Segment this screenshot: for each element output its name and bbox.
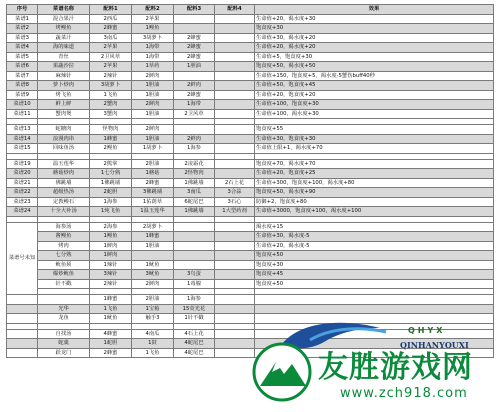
table-cell (174, 251, 215, 261)
table-cell: 菜谱24 (7, 207, 38, 217)
table-cell: 菜谱15 (7, 144, 38, 154)
table-cell: 生命值+150，饱食度+5，渴水度-5蟹伤buff40秒 (255, 71, 494, 81)
table-cell: 生命值+20，渴水度-5 (255, 241, 494, 251)
column-header: 菜谱名称 (38, 5, 90, 15)
table-cell (215, 33, 255, 43)
table-cell: 2蟹肉 (90, 100, 132, 110)
table-cell: 萝卜炒肉 (38, 81, 90, 91)
table-cell: 蛇糖肉 (38, 125, 90, 135)
table-cell (215, 279, 255, 289)
table-cell (215, 81, 255, 91)
table-row (7, 134, 494, 144)
table-cell: 2蜂蜜 (174, 52, 215, 62)
table-cell: 3胡萝卜 (132, 33, 174, 43)
table-cell (215, 62, 255, 72)
table-cell (255, 348, 494, 358)
table-cell: 3佛跳墙 (132, 188, 174, 198)
table-cell (38, 295, 90, 305)
table-cell: 1飞鱼 (90, 304, 132, 314)
table-cell: 2辣针 (90, 71, 132, 81)
table-cell: 2蜂蜜 (174, 43, 215, 53)
table-cell: 3鱿鱼 (132, 270, 174, 280)
table-cell (215, 100, 255, 110)
table-cell: 4石上花 (174, 329, 215, 339)
table-cell: 生命值+300，饱食度+100，渴水度+80 (255, 178, 494, 188)
table-cell (215, 348, 255, 358)
table-cell: 生命值+100，饱食度+30 (255, 100, 494, 110)
table-cell: 生命值+50，饱食度+45 (255, 81, 494, 91)
table-row (7, 52, 494, 62)
table-cell: 菜谱1 (7, 14, 38, 24)
table-cell: 菜谱3 (7, 33, 38, 43)
table-row (7, 43, 494, 53)
table-cell (215, 304, 255, 314)
table-cell (174, 232, 215, 242)
table-cell (255, 314, 494, 324)
table-cell: 2蜂蜜 (174, 90, 215, 100)
table-cell: 1佛跳墙 (174, 207, 215, 217)
table-cell (7, 295, 38, 305)
table-cell: 海的味道 (38, 43, 90, 53)
table-cell: 自找汤 (38, 329, 90, 339)
table-row (7, 260, 494, 270)
table-row (7, 178, 494, 188)
table-cell: 生命值+20，饱食度+20 (255, 90, 494, 100)
table-cell: 菜谱6 (7, 62, 38, 72)
table-cell: 2蜂蜜 (90, 348, 132, 358)
table-cell (215, 43, 255, 53)
table-cell: 生命值+20，渴水度+20 (255, 43, 494, 53)
table-cell: 1草药 (132, 62, 174, 72)
table-row (7, 314, 494, 324)
table-cell: 菜谱22 (7, 188, 38, 198)
table-cell: 2苹果 (90, 62, 132, 72)
table-cell: 蘑菇炒肉 (38, 169, 90, 179)
table-row (7, 159, 494, 169)
table-cell (174, 125, 215, 135)
table-cell: 生命值+30，饱食度+30 (255, 134, 494, 144)
table-cell (7, 329, 38, 339)
table-cell: 3胡萝卜 (90, 81, 132, 91)
table-cell: 回味鱼汤 (38, 144, 90, 154)
table-cell: 1海参 (90, 197, 132, 207)
table-cell (7, 348, 38, 358)
table-cell: 1蜂蜜 (90, 134, 132, 144)
table-cell: 1温玉莲华 (132, 207, 174, 217)
table-cell: 龙鱼 (38, 314, 90, 324)
table-cell: 2石上花 (215, 178, 255, 188)
table-cell: 1海带 (132, 52, 174, 62)
table-cell: 2凌霜花 (174, 159, 215, 169)
table-row (7, 207, 494, 217)
column-header: 序号 (7, 5, 38, 15)
table-cell (215, 241, 255, 251)
table-cell: 菜谱4 (7, 43, 38, 53)
table-cell (215, 169, 255, 179)
table-cell (215, 90, 255, 100)
table-cell: 菜谱5 (7, 52, 38, 62)
table-row (7, 329, 494, 339)
table-cell (215, 270, 255, 280)
table-cell: 麻辣针 (38, 71, 90, 81)
table-row (7, 339, 494, 349)
table-cell: 1飞鱼 (132, 348, 174, 358)
table-cell: 1鼓 (132, 339, 174, 349)
table-cell: 鲜上鲜 (38, 100, 90, 110)
table-cell: 2鲜肉 (174, 81, 215, 91)
table-cell: 2鲜肉 (174, 134, 215, 144)
table-cell: 3南瓜 (90, 33, 132, 43)
table-cell: 十全大补汤 (38, 207, 90, 217)
table-cell: 酱鳗鱼 (38, 232, 90, 242)
table-cell: 2卫风草 (174, 109, 215, 119)
table-cell: 生命值+5，饱食度+30 (255, 52, 494, 62)
table-cell: 2胆油 (132, 295, 174, 305)
table-row (7, 232, 494, 242)
table-cell: 防御+2，饱食度+80 (255, 197, 494, 207)
table-row (7, 14, 494, 24)
table-cell: 怪物肉 (90, 125, 132, 135)
table-cell: 2西瓜 (90, 14, 132, 24)
table-cell: 烤飞鱼 (38, 90, 90, 100)
table-cell: 2蜂蜜 (174, 33, 215, 43)
table-cell: 蛇羹 (38, 339, 90, 349)
table-cell (215, 314, 255, 324)
table-cell: 超级热汤 (38, 188, 90, 198)
table-cell: 2鲜肉 (132, 279, 174, 289)
table-cell (215, 24, 255, 34)
table-cell (215, 52, 255, 62)
table-cell: 1佑荫草 (132, 197, 174, 207)
column-header: 配料2 (132, 5, 174, 15)
table-cell: 1胆油 (132, 90, 174, 100)
table-row (7, 188, 494, 198)
table-cell: 蟹肉煲 (38, 109, 90, 119)
table-cell: 2卫风草 (90, 52, 132, 62)
table-cell: 生命值+30，渴水度-5 (255, 232, 494, 242)
table-cell: 2蛇胆 (90, 188, 132, 198)
table-row (7, 348, 494, 358)
table-row (7, 197, 494, 207)
table-cell: 1佛跳墙 (90, 178, 132, 188)
table-cell (215, 144, 255, 154)
table-cell: 1胆油 (132, 134, 174, 144)
table-row (7, 304, 494, 314)
table-cell (215, 125, 255, 135)
table-cell (132, 251, 174, 261)
table-row (7, 125, 494, 135)
table-cell: 1炖飞鱼 (90, 207, 132, 217)
badge-subtitle: QINHANYOUXI (400, 340, 469, 350)
table-cell (215, 71, 255, 81)
table-row (7, 144, 494, 154)
table-cell: 1胆油 (132, 109, 174, 119)
table-cell: 1胆油 (132, 241, 174, 251)
table-cell: 定教鳗石 (38, 197, 90, 207)
table-cell: 1胆油 (132, 81, 174, 91)
column-header: 配料1 (90, 5, 132, 15)
table-cell: 海参汤 (38, 222, 90, 232)
table-cell (215, 159, 255, 169)
table-cell: 烤鳗鱼 (38, 24, 90, 34)
table-cell (7, 339, 38, 349)
table-cell: 2熊掌 (90, 159, 132, 169)
table-cell: 2胡萝卜 (132, 222, 174, 232)
table-cell: 15荧光花 (174, 304, 215, 314)
table-cell: 3蟹肉 (90, 109, 132, 119)
recipe-table (6, 4, 494, 358)
table-cell: 1海带 (174, 100, 215, 110)
table-cell: 菜谱20 (7, 169, 38, 179)
table-cell (255, 339, 494, 349)
table-cell: 2苹果 (132, 14, 174, 24)
table-cell: 2辣针 (90, 279, 132, 289)
table-cell: 针不戳 (38, 279, 90, 289)
table-cell: 菜谱19 (7, 159, 38, 169)
watermark-url: www.zch918.com (340, 386, 468, 401)
table-cell (215, 134, 255, 144)
table-cell: 4蛇尾巴 (174, 339, 215, 349)
table-cell: 菜谱7 (7, 71, 38, 81)
table-cell: 1鳗鱼 (132, 24, 174, 34)
table-cell: 1辣针 (90, 260, 132, 270)
table-cell: 1佛跳墙 (174, 178, 215, 188)
table-cell: 4蛇尾巴 (174, 348, 215, 358)
badge-letters: QHYX (408, 326, 446, 335)
table-cell: 饱食度+30 (255, 260, 494, 270)
table-cell: 1胡萝卜 (132, 144, 174, 154)
table-cell: 混合果汁 (38, 14, 90, 24)
table-body (7, 14, 494, 358)
table-cell: 青丝 (38, 52, 90, 62)
table-cell (7, 304, 38, 314)
table-cell: 1蛇胆 (90, 339, 132, 349)
table-cell: 渴水度+15 (255, 222, 494, 232)
table-cell: 菜谱2 (7, 24, 38, 34)
table-cell: 2鲜肉 (132, 100, 174, 110)
table-cell: 跃龙门 (38, 348, 90, 358)
table-cell (215, 109, 255, 119)
table-cell: 生命值+3000，饱食度+100，渴水度+100 (255, 207, 494, 217)
table-cell: 七分熟 (38, 251, 90, 261)
table-cell: 菜谱11 (7, 109, 38, 119)
table-cell: 4蜂蜜 (90, 329, 132, 339)
table-cell: 6蛇尾巴 (174, 197, 215, 207)
table-cell (255, 304, 494, 314)
table-cell: 2怪物肉 (174, 169, 215, 179)
table-cell: 2鲜肉 (132, 125, 174, 135)
table-cell: 3合蒜 (215, 188, 255, 198)
table-row (7, 24, 494, 34)
table-row (7, 241, 494, 251)
table-row (7, 222, 494, 232)
table-cell: 1海参 (174, 144, 215, 154)
table-cell (174, 222, 215, 232)
table-row (7, 62, 494, 72)
table-cell: 菜谱21 (7, 178, 38, 188)
table-cell: 饱食度+50，渴水度+90 (255, 188, 494, 198)
table-cell: 2鳗鱼 (90, 144, 132, 154)
table-cell: 3南瓜 (174, 188, 215, 198)
table-cell: 浪漫肉串 (38, 134, 90, 144)
table-row (7, 100, 494, 110)
table-row (7, 279, 494, 289)
table-cell: 生命值+20，渴水度+30 (255, 14, 494, 24)
table-cell: 饱食度+70，渴水度+70 (255, 159, 494, 169)
table-cell (215, 260, 255, 270)
table-cell: 触手3 (132, 314, 174, 324)
watermark-site-name: 友胜游戏网 (318, 350, 473, 385)
table-cell: 饱食度+50 (255, 279, 494, 289)
table-row (7, 81, 494, 91)
table-cell: 菜谱13 (7, 125, 38, 135)
table-cell: 生命值+30，渴水度+20 (255, 33, 494, 43)
table-cell (174, 24, 215, 34)
table-row (7, 270, 494, 280)
table-cell: 饱食度+50，渴水度+50 (255, 62, 494, 72)
table-cell: 生命值+100，渴水度+30 (255, 109, 494, 119)
table-cell: 1鲜肉 (90, 251, 132, 261)
table-cell (215, 329, 255, 339)
table-cell: 2蜂蜜 (90, 24, 132, 34)
table-cell: 菜谱23 (7, 197, 38, 207)
table-cell: 佛跳墙 (38, 178, 90, 188)
table-cell: 蔬菜汁 (38, 33, 90, 43)
table-cell (174, 14, 215, 24)
column-header: 配料4 (215, 5, 255, 15)
column-header: 效果 (255, 5, 494, 15)
table-cell: 1蘑菇 (132, 169, 174, 179)
table-row (7, 71, 494, 81)
table-cell: 1针不戳 (174, 314, 215, 324)
table-cell: 2胆油 (132, 159, 174, 169)
table-cell: 烤肉 (38, 241, 90, 251)
table-cell: 1大型药剂 (215, 207, 255, 217)
table-cell: 菜谱9 (7, 90, 38, 100)
table-cell: 饱食度+45 (255, 270, 494, 280)
table-cell: 1宝箱 (132, 304, 174, 314)
table-row (7, 251, 494, 261)
table-cell (215, 14, 255, 24)
table-row (7, 90, 494, 100)
table-row (7, 33, 494, 43)
table-cell (255, 329, 494, 339)
table-cell: 1鲜肉 (90, 241, 132, 251)
table-cell: 菜谱8 (7, 81, 38, 91)
table-cell: 光华 (38, 304, 90, 314)
table-cell: 饱食度+30 (255, 24, 494, 34)
table-cell: 2海参 (90, 222, 132, 232)
table-cell: 饱食度+50 (255, 251, 494, 261)
table-cell: 1胆油 (174, 62, 215, 72)
header-row (7, 5, 494, 15)
table-cell: 1飞鱼 (90, 90, 132, 100)
table-cell: 1鱿鱼 (132, 260, 174, 270)
table-cell: 饱食度+55 (255, 125, 494, 135)
table-cell: 1海参 (174, 295, 215, 305)
table-cell: 温玉莲华 (38, 159, 90, 169)
table-cell (174, 71, 215, 81)
table-cell: 3鸟蛋 (174, 270, 215, 280)
table-cell: 1海带 (132, 43, 174, 53)
table-cell: 3石心 (215, 197, 255, 207)
table-cell (174, 260, 215, 270)
table-cell: 1蜂蜜 (90, 295, 132, 305)
table-cell: 2鲜肉 (132, 71, 174, 81)
table-cell: 1鳗鱼 (90, 232, 132, 242)
table-cell (215, 295, 255, 305)
table-cell: 鱿鱼须 (38, 260, 90, 270)
table-cell: 1毒腺 (174, 279, 215, 289)
table-row (7, 295, 494, 305)
table-cell (215, 222, 255, 232)
table-cell: 菜谱10 (7, 100, 38, 110)
table-cell: 爆炒鱿鱼 (38, 270, 90, 280)
table-row (7, 169, 494, 179)
table-cell: 果蔬沙拉 (38, 62, 90, 72)
side-label: 菜谱号未知 (7, 222, 38, 295)
table-row (7, 109, 494, 119)
column-header: 配料3 (174, 5, 215, 15)
table-cell (174, 241, 215, 251)
table-cell: 2苹果 (90, 43, 132, 53)
table-cell: 生命值上限+1，渴水度+70 (255, 144, 494, 154)
table-cell (215, 232, 255, 242)
table-cell: 4南瓜 (132, 329, 174, 339)
table-cell: 1鱿鱼 (90, 314, 132, 324)
table-cell: 1七分熟 (90, 169, 132, 179)
table-cell: 3辣针 (90, 270, 132, 280)
table-cell (255, 295, 494, 305)
table-cell: 生命值+20，饱食度+25 (255, 169, 494, 179)
table-cell: 2蜂蜜 (132, 178, 174, 188)
table-cell (7, 314, 38, 324)
table-cell: 菜谱14 (7, 134, 38, 144)
table-cell (215, 251, 255, 261)
table-cell (215, 339, 255, 349)
table-cell: 1蜂蜜 (132, 232, 174, 242)
